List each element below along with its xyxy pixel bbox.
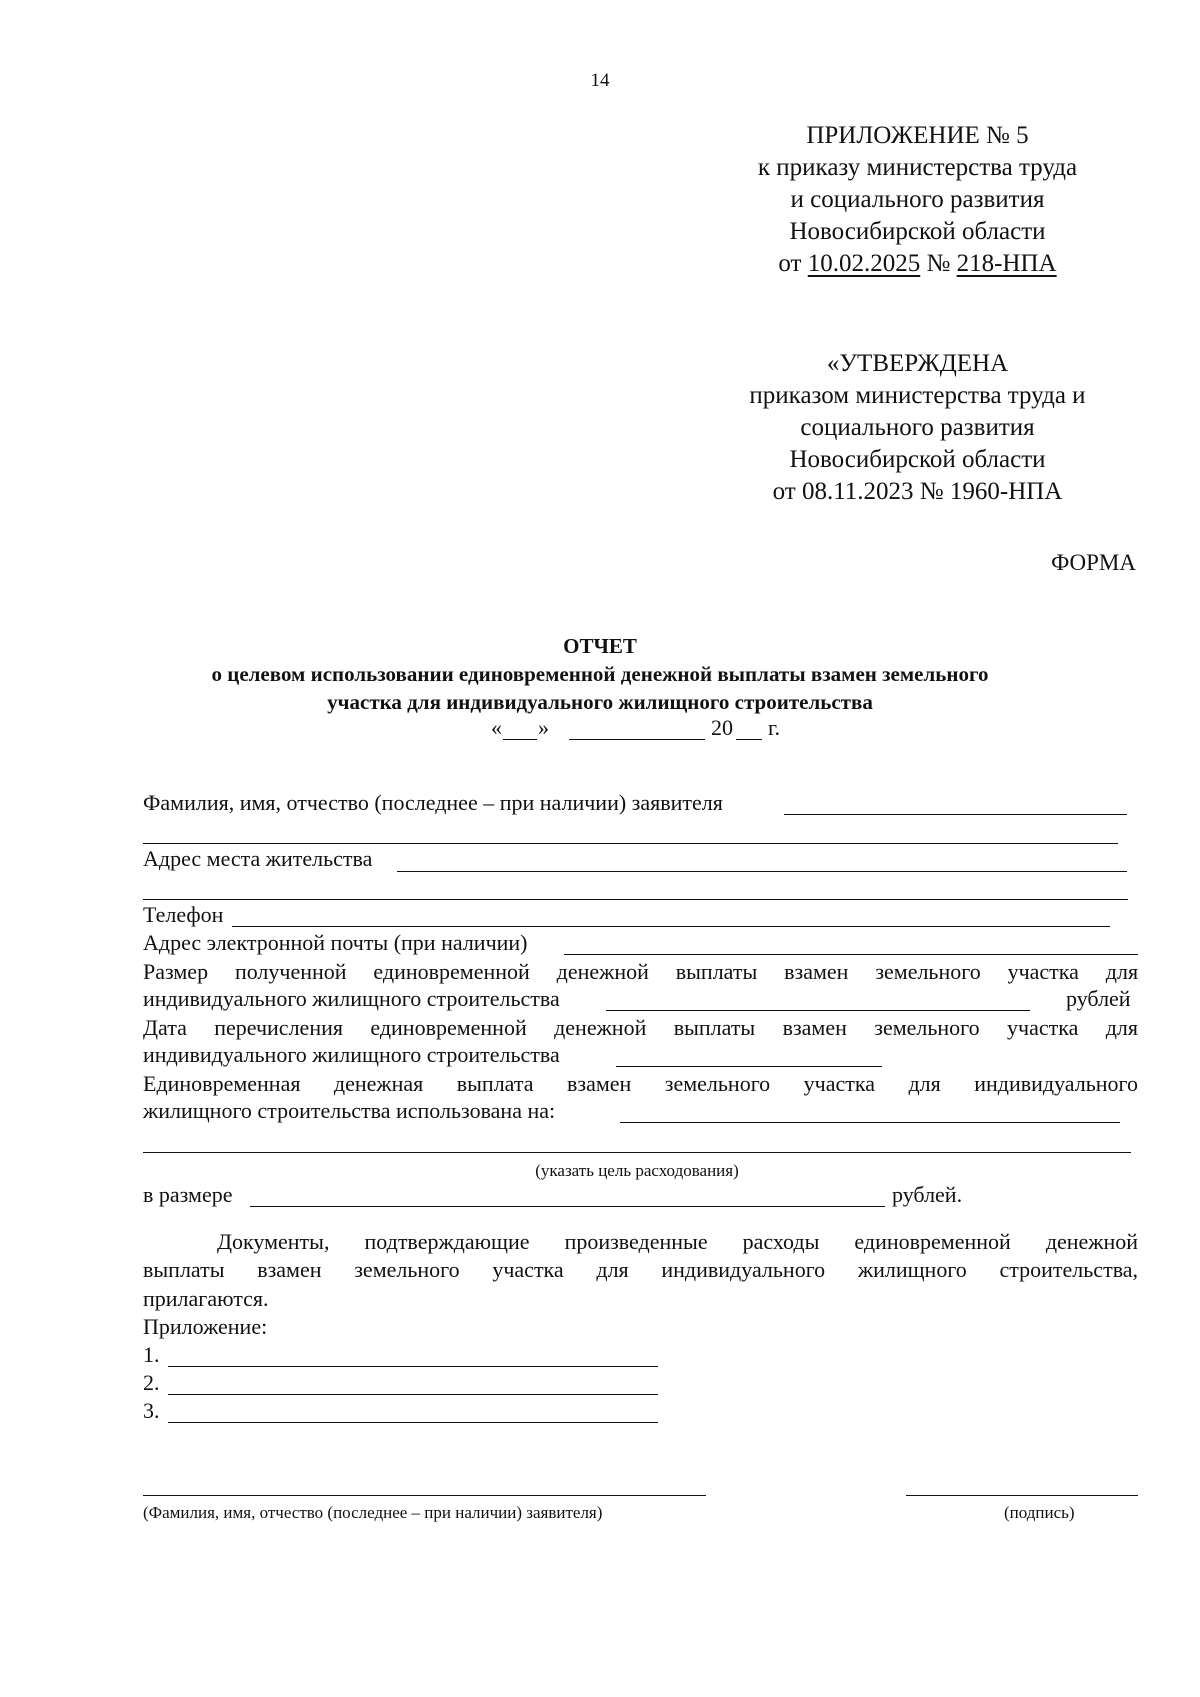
page-number: 14 — [590, 70, 610, 91]
attachment-blank-3[interactable] — [168, 1422, 658, 1423]
address-blank-continued[interactable] — [143, 899, 1128, 900]
used-label: жилищного строительства использована на: — [143, 1098, 556, 1123]
appendix-line: Новосибирской области — [789, 218, 1046, 245]
amount-label: индивидуального жилищного строительства — [143, 986, 560, 1011]
in-amount-blank[interactable] — [250, 1206, 885, 1207]
purpose-hint: (указать цель расходования) — [535, 1161, 739, 1180]
used-text-line: Единовременная денежная выплата взамен земельного участка для индивидуального — [143, 1071, 1138, 1096]
in-amount-unit: рублей. — [892, 1182, 963, 1207]
report-subtitle: о целевом использовании единовременной денежной выплаты взамен земельного — [211, 662, 989, 686]
amount-unit: рублей — [1066, 986, 1131, 1011]
in-amount-label: в размере — [143, 1182, 233, 1207]
approved-line: приказом министерства труда и — [749, 382, 1086, 409]
number-sign: № — [926, 250, 951, 277]
appendix-line: к приказу министерства труда — [757, 154, 1078, 181]
signature-fio-blank[interactable] — [143, 1495, 706, 1496]
date-quote-open: « — [491, 715, 502, 740]
appendix-line: и социального развития — [790, 186, 1045, 213]
attachment-blank-2[interactable] — [168, 1394, 658, 1395]
form-label: ФОРМА — [1051, 550, 1136, 575]
date-month-blank[interactable] — [569, 739, 705, 740]
order-number: 218-НПА — [956, 250, 1057, 277]
phone-label: Телефон — [143, 902, 224, 927]
approved-line: социального развития — [800, 414, 1035, 441]
phone-blank[interactable] — [232, 926, 1110, 927]
fio-label: Фамилия, имя, отчество (последнее – при наличии) заявителя — [143, 790, 723, 815]
docs-text-line: выплаты взамен земельного участка для индивидуального жилищного строительства, — [143, 1257, 1139, 1282]
approved-order-ref: от 08.11.2023 № 1960-НПА — [772, 478, 1063, 505]
used-blank[interactable] — [620, 1122, 1120, 1123]
appendix-order-ref — [690, 248, 1145, 280]
address-label: Адрес места жительства — [143, 846, 373, 871]
report-subtitle: участка для индивидуального жилищного строительства — [327, 690, 873, 714]
attachment-item-number: 1. — [143, 1342, 160, 1367]
signature-hint: (подпись) — [1004, 1503, 1075, 1522]
attachment-item-number: 2. — [143, 1370, 160, 1395]
attachment-label: Приложение: — [143, 1314, 268, 1339]
transfer-label: индивидуального жилищного строительства — [143, 1042, 560, 1067]
order-date: 10.02.2025 — [807, 250, 921, 277]
approved-block — [690, 348, 1145, 508]
fio-blank-continued[interactable] — [143, 843, 1118, 844]
appendix-title: ПРИЛОЖЕНИЕ № 5 — [806, 122, 1029, 149]
email-label: Адрес электронной почты (при наличии) — [143, 930, 528, 955]
signature-blank[interactable] — [906, 1495, 1138, 1496]
transfer-date-blank[interactable] — [616, 1066, 882, 1067]
from-word: от — [778, 250, 802, 277]
amount-blank[interactable] — [606, 1010, 1030, 1011]
email-blank[interactable] — [564, 954, 1138, 955]
date-quote-close: » — [538, 715, 549, 740]
approved-title: «УТВЕРЖДЕНА — [826, 350, 1009, 377]
transfer-text-line: Дата перечисления единовременной денежной выплаты взамен земельного участка для — [143, 1015, 1138, 1040]
appendix-block — [690, 120, 1145, 280]
signature-fio-hint: (Фамилия, имя, отчество (последнее – при наличии) заявителя) — [143, 1503, 603, 1522]
report-title: ОТЧЕТ — [563, 634, 637, 658]
attachment-item-number: 3. — [143, 1398, 160, 1423]
attachment-blank-1[interactable] — [168, 1366, 658, 1367]
fio-blank[interactable] — [784, 814, 1127, 815]
date-year-blank[interactable] — [736, 739, 762, 740]
year-prefix: 20 — [711, 715, 733, 740]
docs-text-line: Документы, подтверждающие произведенные расходы единовременной денежной — [217, 1229, 1139, 1254]
year-suffix: г. — [768, 715, 781, 740]
address-blank[interactable] — [397, 871, 1127, 872]
approved-line: Новосибирской области — [789, 446, 1046, 473]
docs-text-end: прилагаются. — [143, 1286, 269, 1311]
amount-text-line: Размер полученной единовременной денежной выплаты взамен земельного участка для — [143, 959, 1139, 984]
date-day-blank[interactable] — [503, 739, 537, 740]
purpose-blank[interactable] — [143, 1152, 1131, 1153]
